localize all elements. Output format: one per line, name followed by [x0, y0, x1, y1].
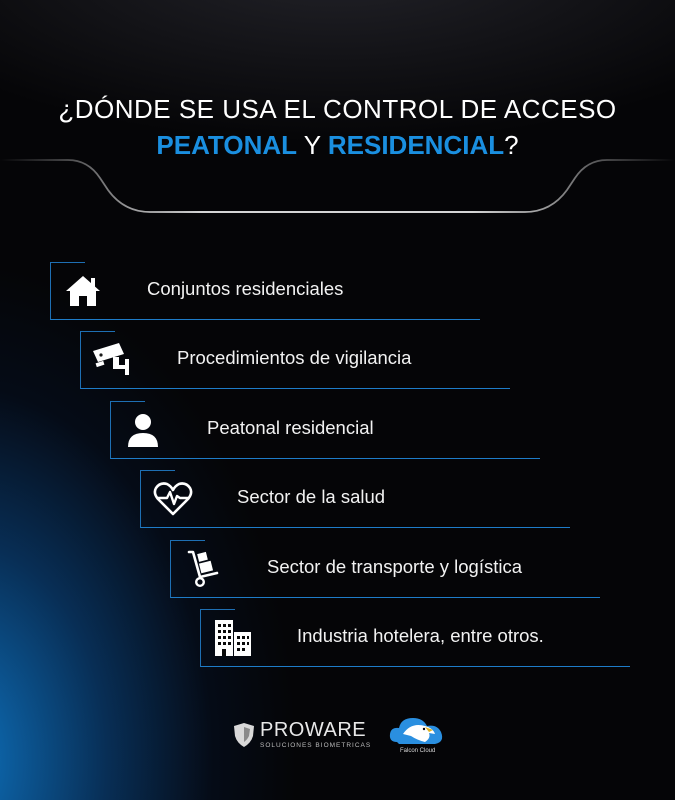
list-item-peatonal-residencial: [110, 401, 540, 459]
hand-truck-icon: [181, 548, 225, 590]
security-camera-icon: [91, 339, 135, 381]
heartbeat-icon: [151, 478, 195, 520]
footer-logos: [0, 712, 675, 762]
list-item-conjuntos-residenciales: [50, 262, 480, 320]
proware-logo: [232, 720, 371, 749]
list-item-sector-salud: [140, 470, 570, 528]
falcon-cloud-brand: Falcon Cloud: [400, 748, 436, 754]
proware-brand: PROWARE: [260, 719, 367, 741]
title-highlight-residencial: RESIDENCIAL: [327, 130, 505, 160]
shield-icon: [232, 722, 256, 748]
title-end: ?: [504, 130, 519, 160]
buildings-icon: [211, 617, 255, 659]
proware-tagline: SOLUCIONES BIOMETRICAS: [260, 742, 372, 749]
house-icon: [61, 270, 105, 312]
list-item-transporte-logistica: [170, 540, 600, 598]
item-label-industria-hotelera: Industria hotelera, entre otros.: [297, 625, 544, 646]
item-label-vigilancia: Procedimientos de vigilancia: [177, 347, 412, 368]
item-label-peatonal-residencial: Peatonal residencial: [207, 417, 374, 438]
title-connector: Y: [297, 130, 328, 160]
title-highlight-peatonal: PEATONAL: [156, 130, 298, 160]
title-frame-line: [0, 150, 675, 230]
item-label-conjuntos-residenciales: Conjuntos residenciales: [147, 278, 344, 299]
title-line-1: ¿DÓNDE SE USA EL CONTROL DE ACCESO: [58, 94, 617, 124]
list-item-industria-hotelera: [200, 609, 630, 667]
person-icon: [121, 409, 165, 451]
list-item-vigilancia: [80, 331, 510, 389]
item-label-sector-salud: Sector de la salud: [237, 486, 386, 507]
item-label-transporte-logistica: Sector de transporte y logística: [267, 556, 523, 577]
